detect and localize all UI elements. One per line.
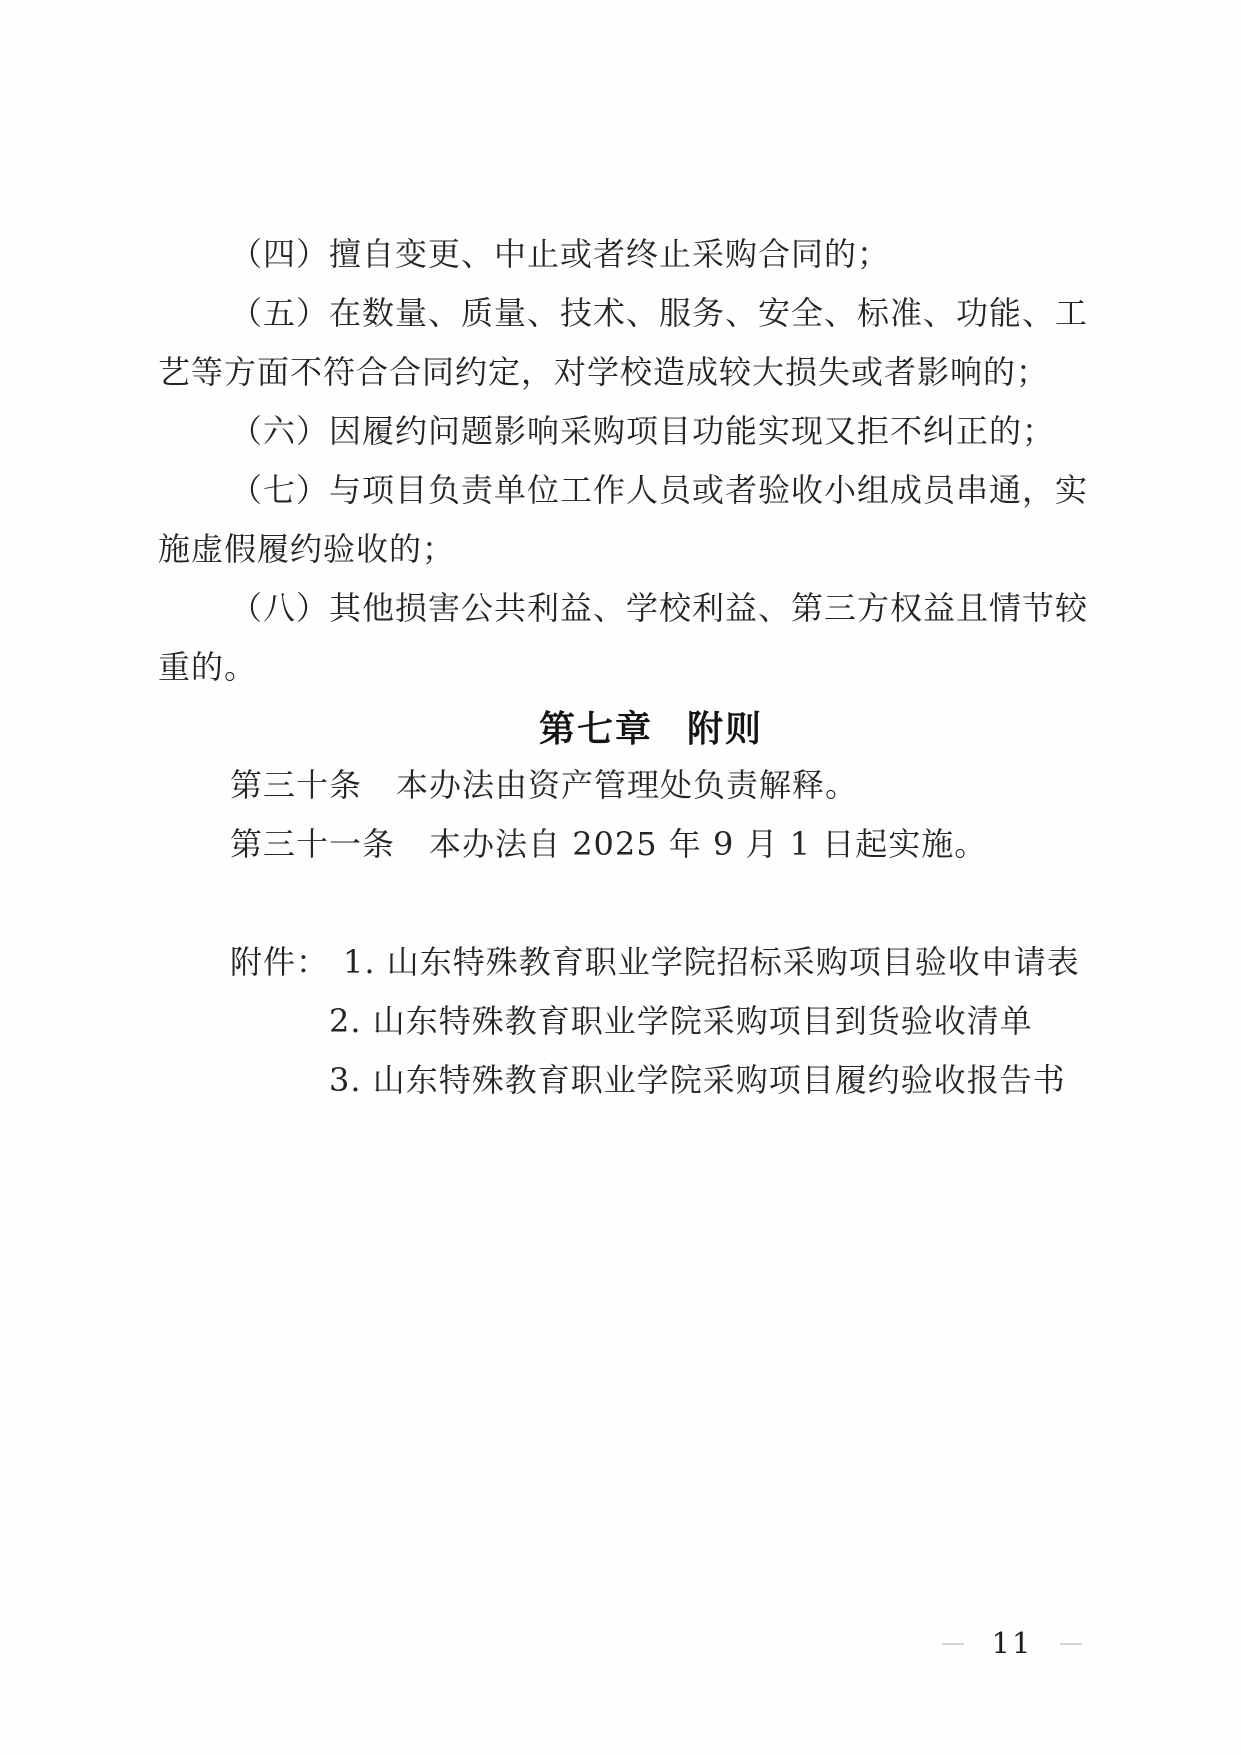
- page-number: 11: [991, 1626, 1033, 1660]
- clause-7-line-2: 施虚假履约验收的；: [158, 530, 456, 568]
- attachments-label: 附件：: [230, 943, 330, 981]
- clause-6-line-1: （六）因履约问题影响采购项目功能实现又拒不纠正的；: [230, 412, 1056, 450]
- chapter-number: 第七章: [538, 709, 653, 750]
- chapter-title: 附则: [687, 709, 764, 750]
- footer-dash-left: —: [941, 1634, 965, 1652]
- attachment-item-3: 3. 山东特殊教育职业学院采购项目履约验收报告书: [329, 1061, 1066, 1099]
- clause-5-line-2: 艺等方面不符合合同约定，对学校造成较大损失或者影响的；: [158, 353, 1050, 391]
- clause-8-line-1: （八）其他损害公共利益、学校利益、第三方权益且情节较: [230, 589, 1089, 627]
- chapter-heading: [158, 697, 1096, 756]
- clause-4-line-1: （四）擅自变更、中止或者终止采购合同的；: [230, 235, 891, 273]
- attachment-item-1: 1. 山东特殊教育职业学院招标采购项目验收申请表: [343, 943, 1080, 981]
- attachments-line-1: [158, 933, 1096, 992]
- page-footer: [941, 1626, 1083, 1660]
- footer-dash-right: —: [1059, 1634, 1083, 1652]
- article-31-number: 第三十一条: [230, 825, 396, 863]
- article-30-text: 本办法由资产管理处负责解释。: [396, 766, 859, 804]
- clause-5-line-1: （五）在数量、质量、技术、服务、安全、标准、功能、工: [230, 294, 1089, 332]
- article-31: [158, 815, 1096, 874]
- document-body: [158, 225, 1096, 1110]
- blank-line: [158, 874, 1096, 933]
- article-30-number: 第三十条: [230, 766, 363, 804]
- clause-8-line-2: 重的。: [158, 648, 258, 686]
- clause-7-line-1: （七）与项目负责单位工作人员或者验收小组成员串通，实: [230, 471, 1089, 509]
- attachment-item-2: 2. 山东特殊教育职业学院采购项目到货验收清单: [329, 1002, 1033, 1040]
- article-31-text: 本办法自 2025 年 9 月 1 日起实施。: [429, 825, 988, 863]
- article-30: [158, 756, 1096, 815]
